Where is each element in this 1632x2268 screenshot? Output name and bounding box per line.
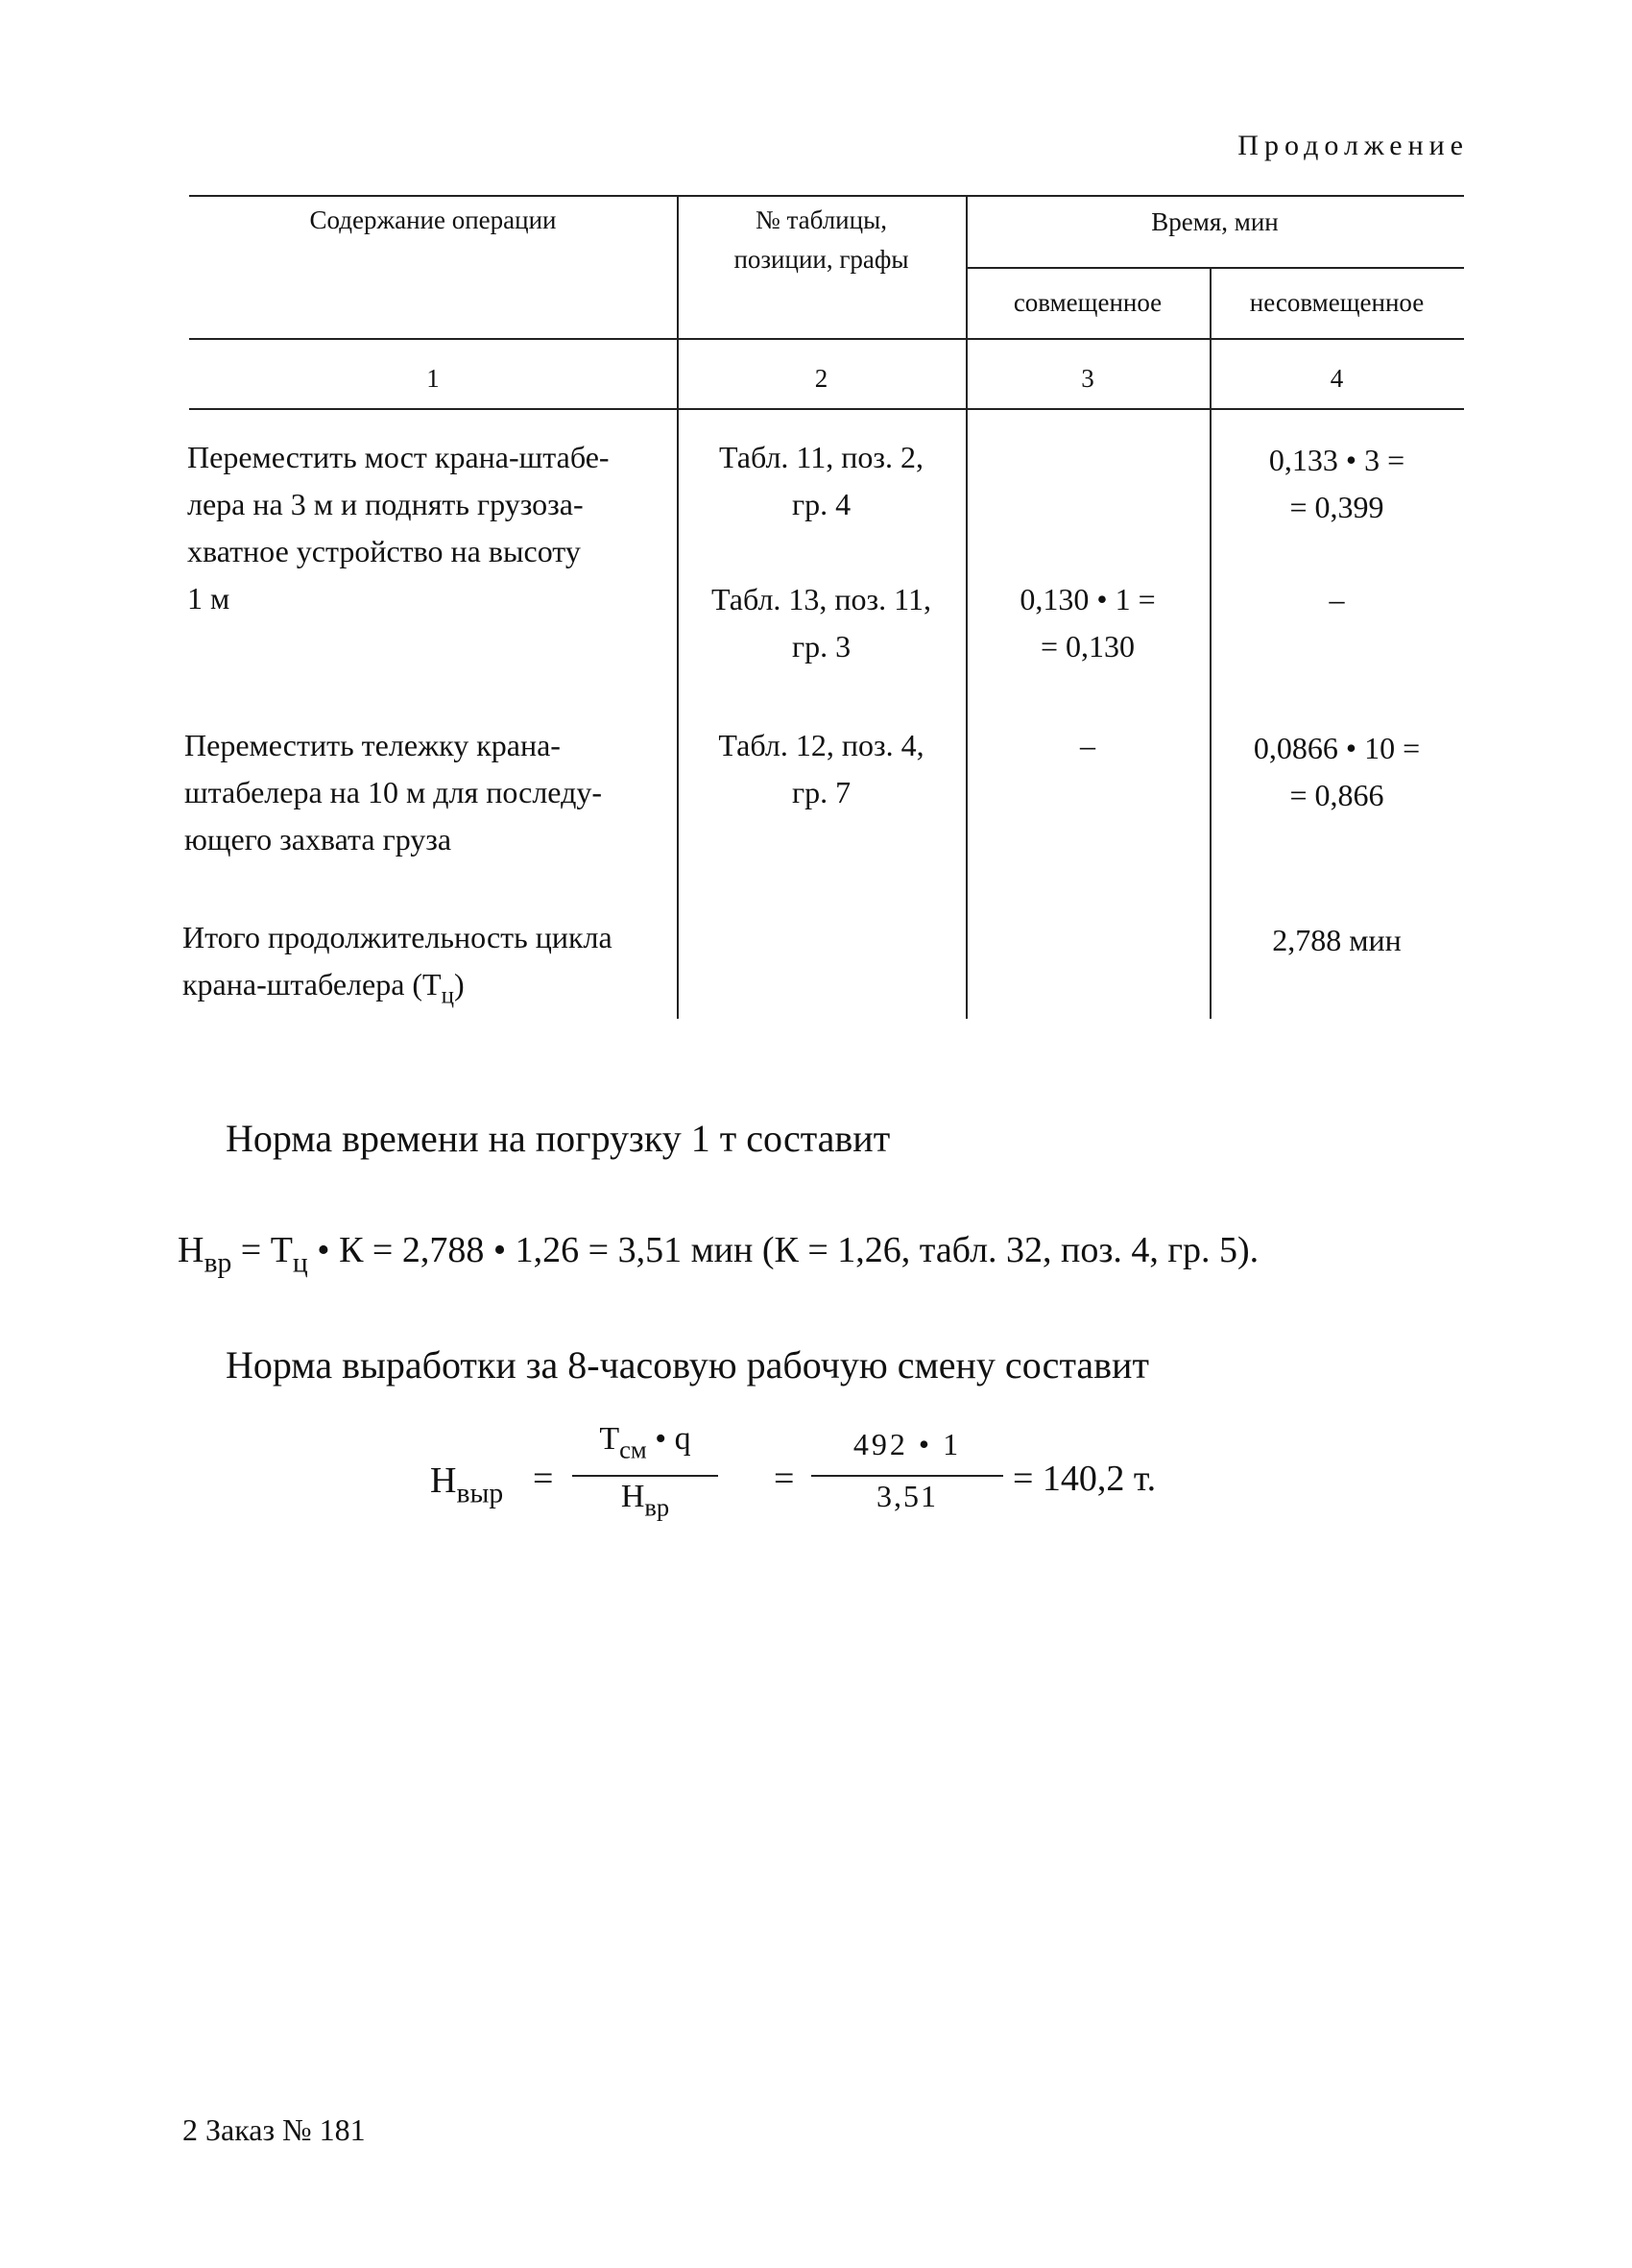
table-row-1-ref-b: Табл. 13, поз. 11, гр. 3 [711,582,931,664]
column-number-1: 1 [426,364,440,393]
table-row-2-ref: Табл. 12, поз. 4, гр. 7 [718,728,924,809]
table-row-1-ref-a: Табл. 11, поз. 2, гр. 4 [719,440,924,521]
header-bottom-rule [189,338,1464,340]
formula2-lhs: $Н_{выр}$ [430,1460,504,1509]
table-row-1-operation: Переместить мост крана-штабе- лера на 3 м и поднять грузоза- хватное устройство на высоту 1 м [187,440,610,615]
header-separate: несовмещенное [1249,288,1425,317]
header-combined: совмещенное [1013,288,1163,317]
fraction-bar-1 [572,1475,718,1477]
norm-output-intro: Норма выработки за 8-часовую рабочую смену составит [226,1343,1149,1387]
continuation-label: Продолжение [1237,130,1469,161]
table-row-2-operation: Переместить тележку крана- штабелера на 10 м для последу- ющего захвата груза [184,728,603,857]
table-row-1-combined-b: 0,130 • 1 = = 0,130 [1020,582,1156,664]
table-row-2-separate: 0,0866 • 10 = = 0,866 [1253,731,1421,812]
table-row-2-combined: – [1080,728,1095,762]
column-number-2: 2 [814,364,828,393]
header-time: Время, мин [1151,207,1279,236]
time-group-rule [966,267,1464,269]
formula2-result: = 140,2 т. [1013,1459,1157,1499]
footer-order-number: 2 Заказ № 181 [182,2112,366,2147]
column-number-4: 4 [1330,364,1344,393]
formula2-denominator-2: 3,51 [876,1479,938,1513]
formula2-eq1: = [533,1459,554,1499]
header-operation: Содержание операции [309,205,557,234]
table-row-1-separate-b: – [1329,582,1345,616]
formula2-eq2: = [774,1459,795,1499]
table-row-3-operation: Итого продолжительность цикла крана-штабелера $(Т_ц)$ [182,920,612,1009]
formula2-numerator-2: 492 • 1 [852,1427,962,1461]
formula2-denominator-1: $Н_{вр}$ [620,1479,670,1522]
fraction-bar-2 [811,1475,1003,1477]
column-number-3: 3 [1081,364,1094,393]
table-row-1-separate-a: 0,133 • 3 = = 0,399 [1268,443,1405,524]
table-row-3-separate: 2,788 мин [1272,923,1402,957]
header-ref-line1: № таблицы, [756,205,887,234]
column-numbers-rule [189,408,1464,410]
formula2-numerator-1: $Т_{см}$ • q [599,1421,691,1464]
header-ref-line2: позиции, графы [733,245,909,274]
norm-time-formula: $Н_{вр} = Т_ц$ • К = 2,788 • 1,26 = 3,51 мин (К = 1,26, табл. 32, поз. 4, гр. 5). [178,1230,1260,1279]
norm-time-intro: Норма времени на погрузку 1 т составит [226,1117,891,1160]
table-top-rule [189,195,1464,197]
